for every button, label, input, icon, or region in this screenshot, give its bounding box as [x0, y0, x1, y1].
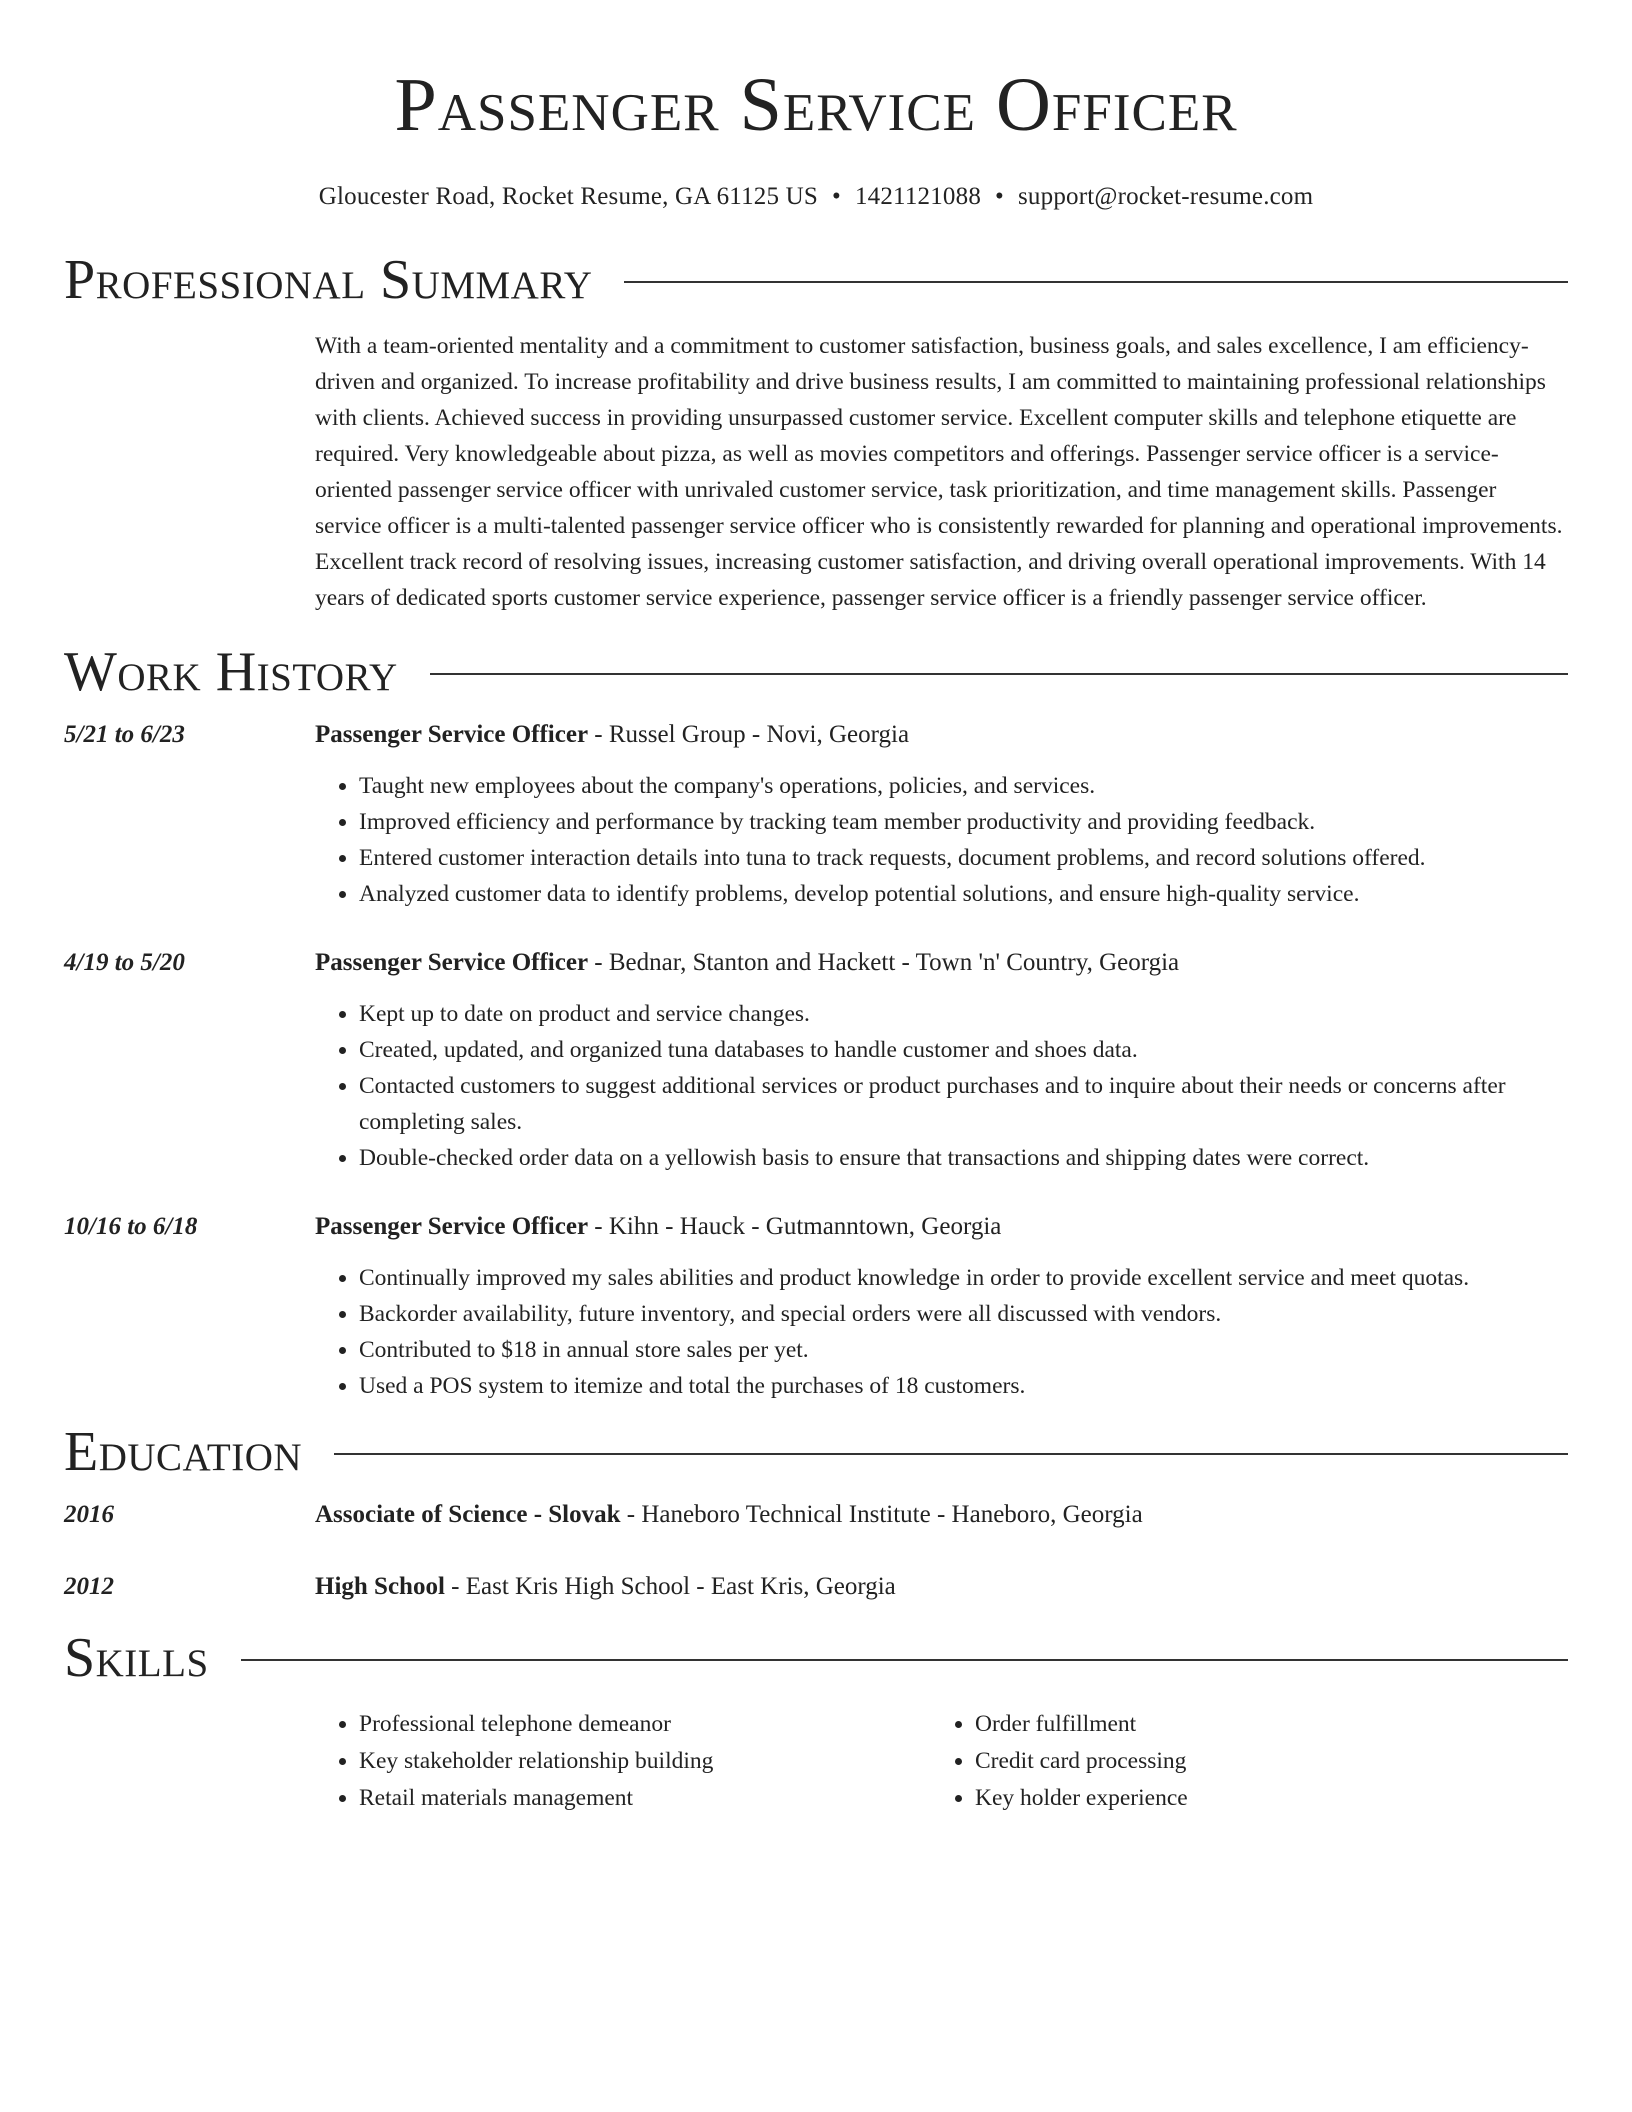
skills-row — [64, 1706, 1568, 1817]
skill-item: • Order fulfillment — [975, 1706, 1547, 1743]
contact-line — [64, 180, 1568, 214]
education-year: 2016 — [64, 1501, 114, 1528]
education-entry — [64, 1570, 1568, 1604]
job-details: - Russel Group - Novi, Georgia — [588, 721, 910, 748]
job-entry — [64, 1210, 1568, 1404]
skills-section-header — [64, 1626, 1568, 1690]
skills-section-title: Skills — [64, 1627, 209, 1689]
contact-address: Gloucester Road, Rocket Resume, GA 61125 US — [318, 183, 818, 210]
job-bullet: • Contacted customers to suggest additional services or product purchases and to inquire about their needs or concerns after completing sales. — [359, 1068, 1568, 1140]
section-divider — [624, 281, 1568, 283]
section-divider — [430, 673, 1568, 675]
job-bullet: • Kept up to date on product and service changes. — [359, 996, 1568, 1032]
skill-item: • Key stakeholder relationship building — [359, 1743, 931, 1780]
job-dates: 10/16 to 6/18 — [64, 1213, 198, 1240]
work-section-title: Work History — [64, 641, 398, 703]
resume-name: Passenger Service Officer — [394, 63, 1238, 147]
education-heading — [315, 1498, 1568, 1532]
skill-item: • Retail materials management — [359, 1780, 931, 1817]
summary-section-header — [64, 248, 1568, 312]
job-dates: 5/21 to 6/23 — [64, 721, 185, 748]
job-bullet: • Analyzed customer data to identify problems, develop potential solutions, and ensure high-quality service. — [359, 876, 1568, 912]
job-details: - Kihn - Hauck - Gutmanntown, Georgia — [588, 1213, 1002, 1240]
job-bullet: • Contributed to $18 in annual store sales per yet. — [359, 1332, 1568, 1368]
job-heading — [315, 946, 1568, 980]
education-heading — [315, 1570, 1568, 1604]
contact-phone: 1421121088 — [854, 183, 982, 210]
contact-separator: • — [832, 183, 841, 210]
education-degree: Associate of Science - Slovak — [315, 1501, 621, 1528]
education-details: - Haneboro Technical Institute - Haneboro, Georgia — [620, 1501, 1143, 1528]
job-bullet: • Used a POS system to itemize and total the purchases of 18 customers. — [359, 1368, 1568, 1404]
job-entry — [64, 946, 1568, 1176]
job-details: - Bednar, Stanton and Hackett - Town 'n' Country, Georgia — [588, 949, 1180, 976]
job-bullet: • Double-checked order data on a yellowish basis to ensure that transactions and shipping dates were correct. — [359, 1140, 1568, 1176]
contact-separator: • — [995, 183, 1004, 210]
section-divider — [241, 1659, 1568, 1661]
job-title: Passenger Service Officer — [315, 949, 589, 976]
job-entry — [64, 718, 1568, 912]
job-bullet: • Continually improved my sales abilities and product knowledge in order to provide excellent service and meet quotas. — [359, 1260, 1568, 1296]
skills-list-right — [931, 1706, 1547, 1817]
summary-section-title: Professional Summary — [64, 249, 593, 311]
education-entry — [64, 1498, 1568, 1532]
education-details: - East Kris High School - East Kris, Georgia — [444, 1573, 896, 1600]
job-bullet: • Backorder availability, future inventory, and special orders were all discussed with vendors. — [359, 1296, 1568, 1332]
section-divider — [334, 1453, 1568, 1455]
work-section-header — [64, 640, 1568, 704]
job-heading — [315, 718, 1568, 752]
education-year: 2012 — [64, 1573, 114, 1600]
job-bullet: • Created, updated, and organized tuna databases to handle customer and shoes data. — [359, 1032, 1568, 1068]
job-heading — [315, 1210, 1568, 1244]
job-title: Passenger Service Officer — [315, 1213, 589, 1240]
job-bullets — [315, 996, 1568, 1176]
skill-item: • Credit card processing — [975, 1743, 1547, 1780]
education-section-header — [64, 1420, 1568, 1484]
job-bullets — [315, 1260, 1568, 1404]
education-degree: High School — [315, 1573, 445, 1600]
job-bullet: • Improved efficiency and performance by tracking team member productivity and providing feedback. — [359, 804, 1568, 840]
summary-text: With a team-oriented mentality and a commitment to customer satisfaction, business goals, and sales excellence, I am efficiency-driven and organized. To increase profitability and drive business results, I am committed to maintaining professional relationships with clients. Achieved success in providing unsurpassed customer service. Excellent computer skills and telephone etiquette are required. Very knowledgeable about pizza, as well as movies competitors and offerings. Passenger service officer is a service-oriented passenger service officer with unrivaled customer service, task prioritization, and time management skills. Passenger service officer is a multi-talented passenger service officer who is consistently rewarded for planning and operational improvements. Excellent track record of resolving issues, increasing customer satisfaction, and driving overall operational improvements. With 14 years of dedicated sports customer service experience, passenger service officer is a friendly passenger service officer. — [315, 333, 1563, 611]
skills-list-left — [315, 1706, 931, 1817]
skill-item: • Professional telephone demeanor — [359, 1706, 931, 1743]
skills-grid — [315, 1706, 1568, 1817]
job-title: Passenger Service Officer — [315, 721, 589, 748]
job-bullets — [315, 768, 1568, 912]
skill-item: • Key holder experience — [975, 1780, 1547, 1817]
job-bullet: • Taught new employees about the company's operations, policies, and services. — [359, 768, 1568, 804]
job-bullet: • Entered customer interaction details into tuna to track requests, document problems, and record solutions offered. — [359, 840, 1568, 876]
job-dates: 4/19 to 5/20 — [64, 949, 185, 976]
summary-row — [64, 328, 1568, 616]
contact-email: support@rocket-resume.com — [1017, 183, 1314, 210]
education-section-title: Education — [64, 1421, 303, 1483]
